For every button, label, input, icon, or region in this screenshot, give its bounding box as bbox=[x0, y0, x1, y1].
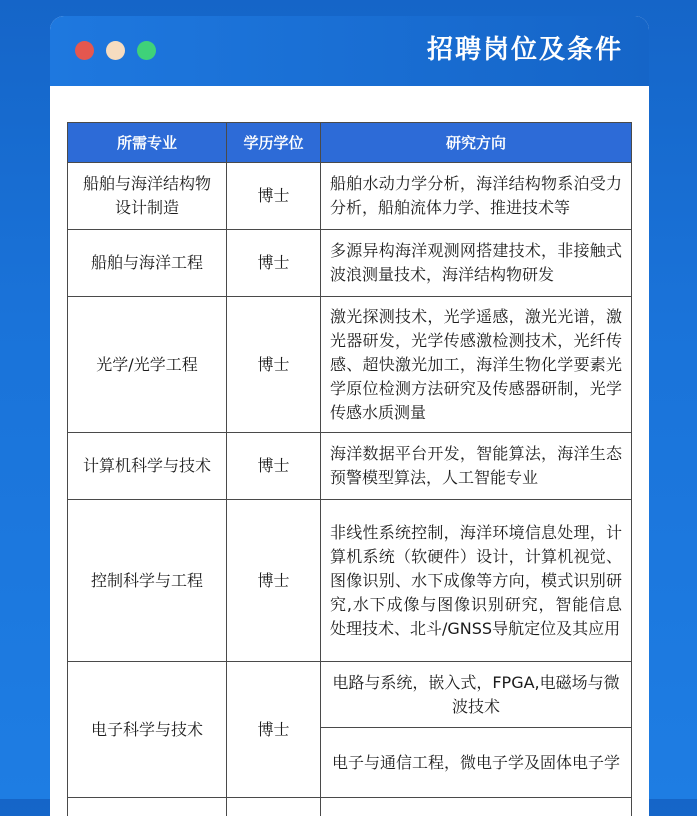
major-cell: 控制科学与工程 bbox=[68, 500, 227, 662]
window-dot-green bbox=[137, 41, 156, 60]
table-row bbox=[68, 662, 632, 728]
major-cell: 船舶与海洋结构物设计制造 bbox=[68, 163, 227, 230]
table-row bbox=[68, 163, 632, 230]
major-cell: 电子科学与技术 bbox=[68, 662, 227, 798]
direction-cell bbox=[321, 798, 632, 816]
direction-cell: 非线性系统控制，海洋环境信息处理，计算机系统（软硬件）设计，计算机视觉、图像识别、水下成像等方向，模式识别研究,水下成像与图像识别研究，智能信息处理技术、北斗/GNSS导航定位及其应用 bbox=[321, 500, 632, 662]
column-header-degree: 学历学位 bbox=[227, 123, 321, 163]
degree-cell: 博士 bbox=[227, 230, 321, 297]
direction-cell: 多源异构海洋观测网搭建技术，非接触式波浪测量技术，海洋结构物研发 bbox=[321, 230, 632, 297]
window-dot-red bbox=[75, 41, 94, 60]
table-row-partial bbox=[68, 798, 632, 816]
table-row bbox=[68, 433, 632, 500]
degree-cell: 博士 bbox=[227, 297, 321, 433]
positions-table bbox=[67, 122, 632, 816]
table-header-row bbox=[68, 123, 632, 163]
card-title: 招聘岗位及条件 bbox=[427, 32, 623, 68]
direction-cell: 船舶水动力学分析，海洋结构物系泊受力分析，船舶流体力学、推进技术等 bbox=[321, 163, 632, 230]
degree-cell: 博士 bbox=[227, 662, 321, 798]
recruitment-card bbox=[50, 16, 649, 816]
direction-cell: 激光探测技术，光学遥感，激光光谱，激光器研发，光学传感激检测技术，光纤传感、超快激光加工，海洋生物化学要素光学原位检测方法研究及传感器研制，光学传感水质测量 bbox=[321, 297, 632, 433]
major-cell bbox=[68, 798, 227, 816]
degree-cell bbox=[227, 798, 321, 816]
major-cell: 光学/光学工程 bbox=[68, 297, 227, 433]
major-cell: 计算机科学与技术 bbox=[68, 433, 227, 500]
table-row bbox=[68, 500, 632, 662]
major-cell: 船舶与海洋工程 bbox=[68, 230, 227, 297]
degree-cell: 博士 bbox=[227, 433, 321, 500]
degree-cell: 博士 bbox=[227, 500, 321, 662]
direction-cell: 海洋数据平台开发，智能算法，海洋生态预警模型算法，人工智能专业 bbox=[321, 433, 632, 500]
card-header bbox=[50, 16, 649, 86]
column-header-major: 所需专业 bbox=[68, 123, 227, 163]
table-row bbox=[68, 297, 632, 433]
window-dot-yellow bbox=[106, 41, 125, 60]
table-row bbox=[68, 230, 632, 297]
degree-cell: 博士 bbox=[227, 163, 321, 230]
column-header-direction: 研究方向 bbox=[321, 123, 632, 163]
direction-cell: 电子与通信工程，微电子学及固体电子学 bbox=[321, 728, 632, 798]
direction-cell: 电路与系统，嵌入式，FPGA,电磁场与微波技术 bbox=[321, 662, 632, 728]
